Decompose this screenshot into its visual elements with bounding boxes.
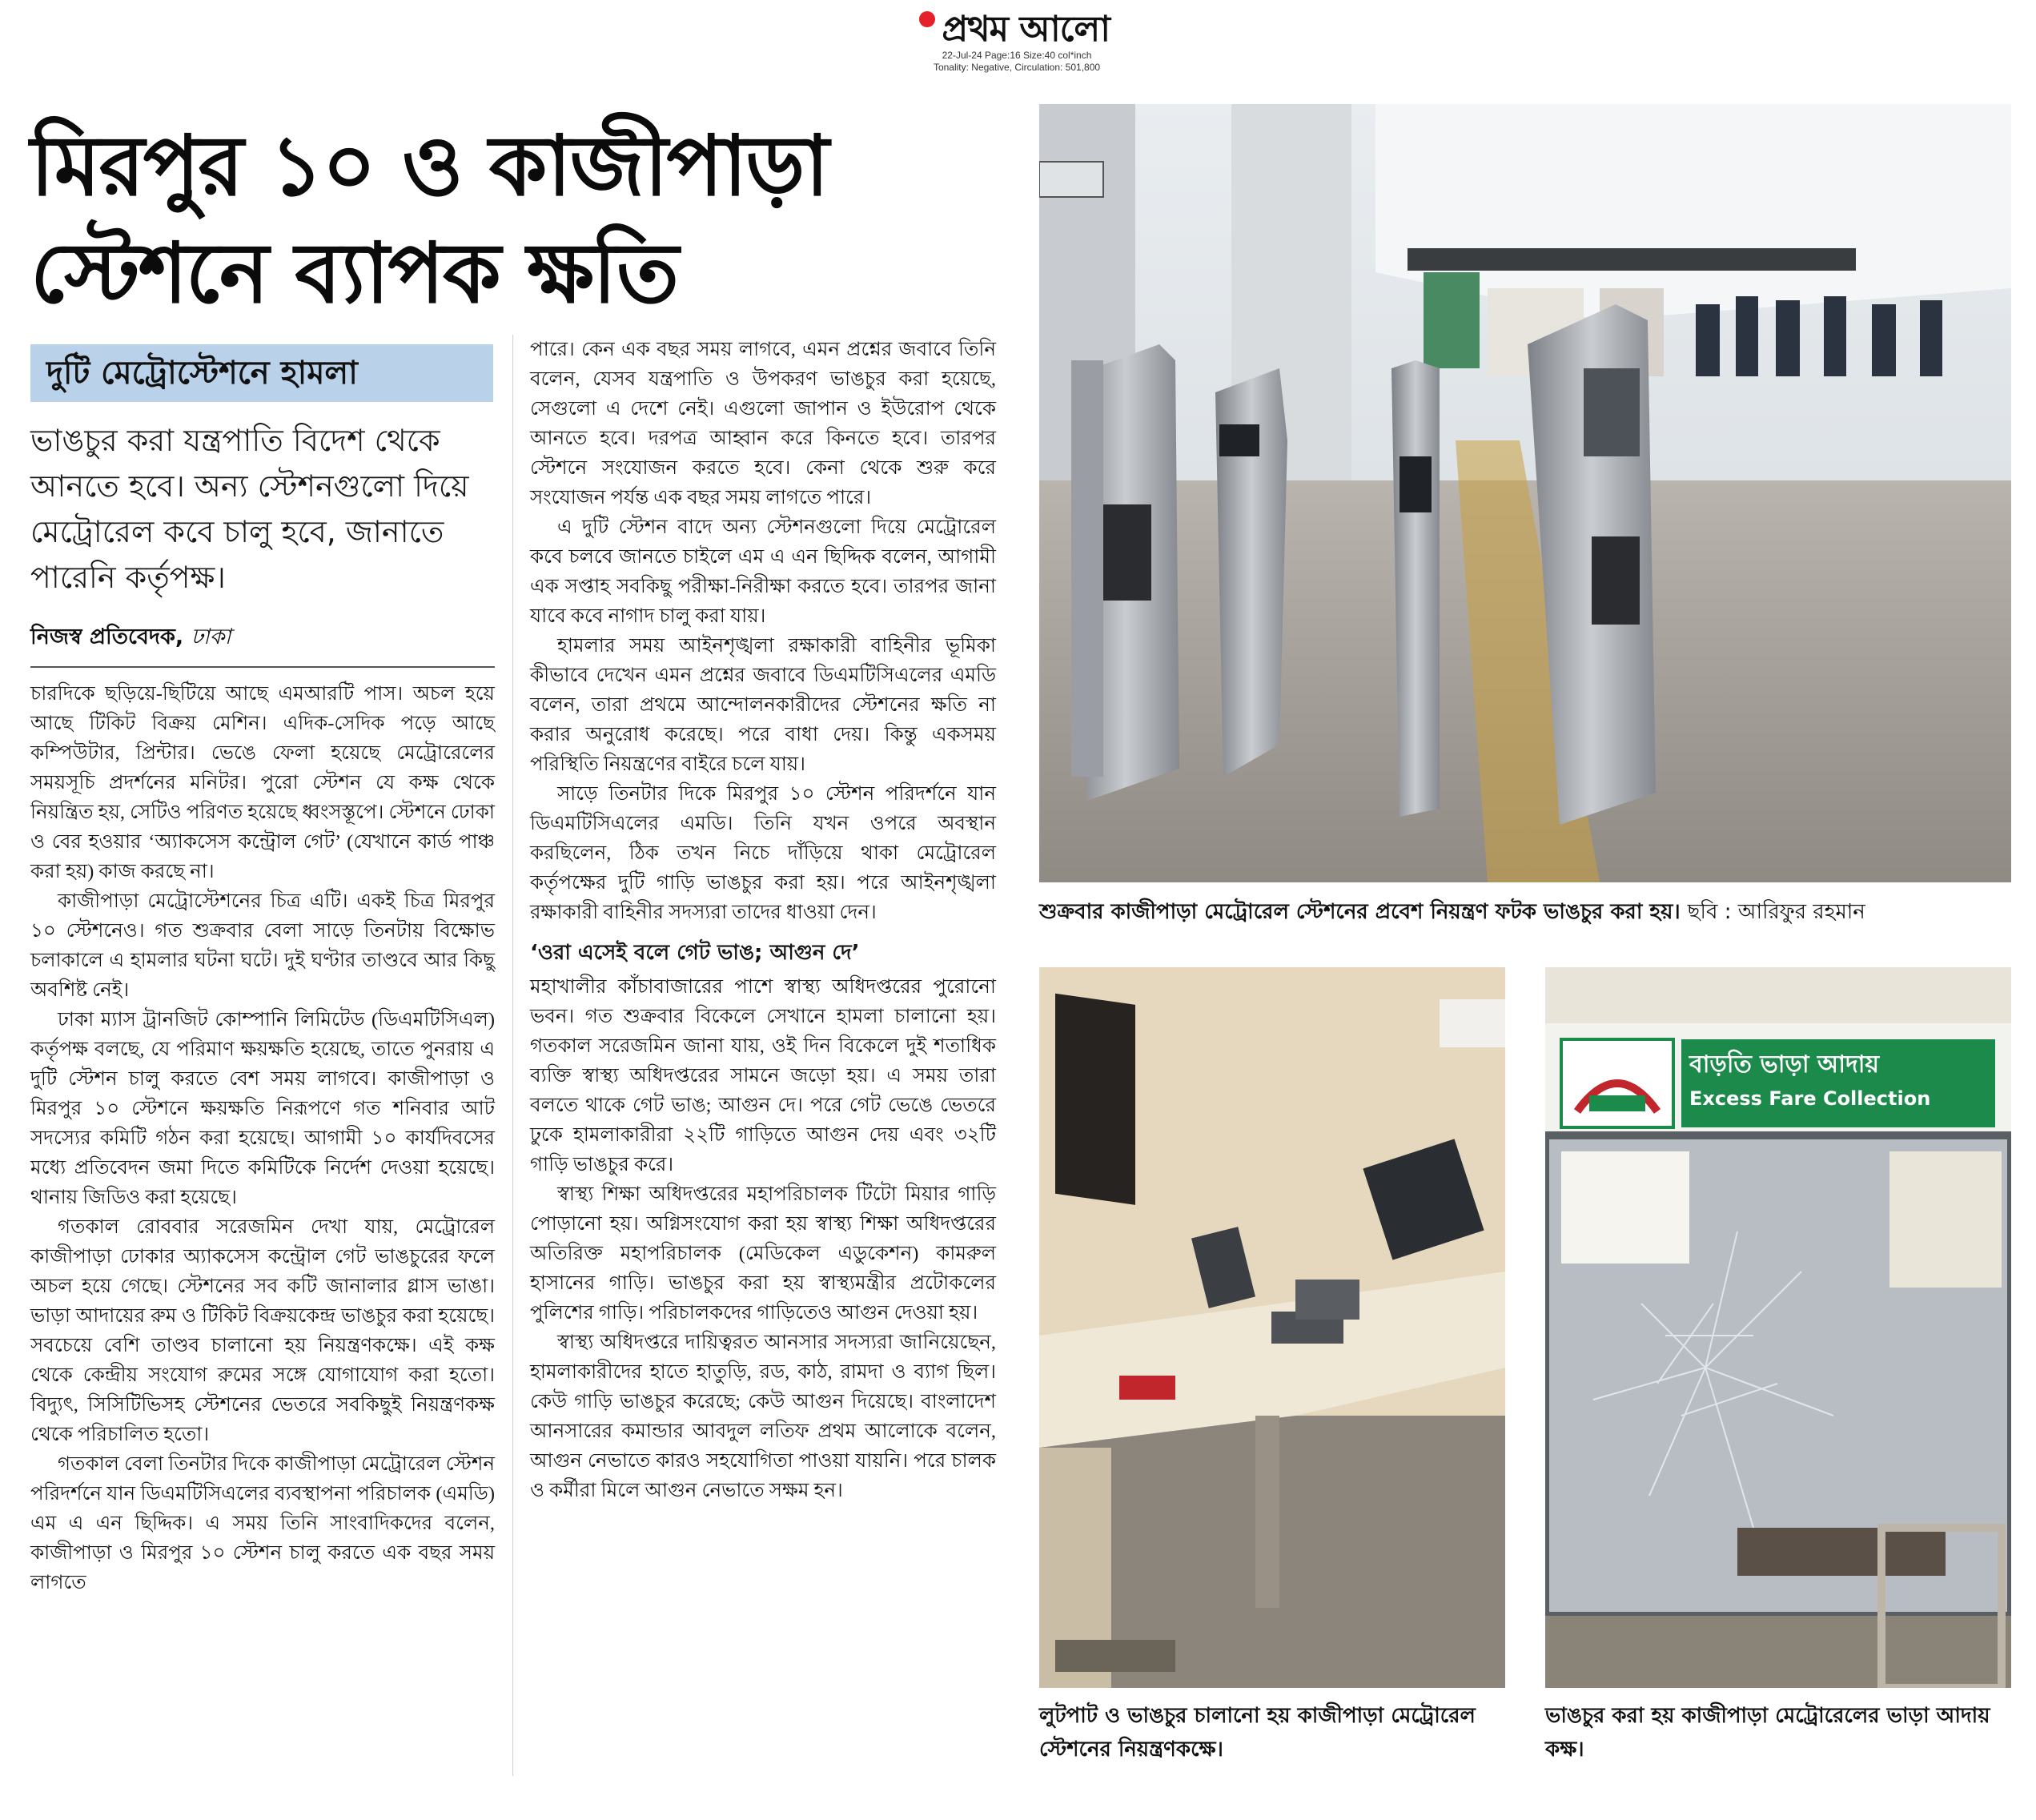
clip-meta-line1: 22-Jul-24 Page:16 Size:40 col*inch [942,50,1092,61]
paragraph: স্বাস্থ্য শিক্ষা অধিদপ্তরের মহাপরিচালক টিটো মিয়ার গাড়ি পোড়ানো হয়। অগ্নিসংযোগ করা হয় স্বাস্থ্য শিক্ষা অধিদপ্তরের অতিরিক্ত মহাপরিচালক (মেডিকেল এডুকেশন) কামরুল হাসানের গাড়ি। ভাঙচুর করা হয় স্বাস্থ্যমন্ত্রীর প্রটোকলের পুলিশের গাড়ি। পরিচালকদের গাড়িতেও আগুন দেওয়া হয়। [530,1183,996,1324]
photo-control-room [1039,967,1505,1688]
column-divider [512,335,513,1776]
paragraph: সাড়ে তিনটার দিকে মিরপুর ১০ স্টেশন পরিদর্শনে যান ডিএমটিসিএলের এমডি। তিনি যখন ওপরে অবস্থান করছিলেন, ঠিক তখন নিচে দাঁড়িয়ে থাকা মেট্রোরেল কর্তৃপক্ষের দুটি গাড়ি ভাঙচুর করা হয়। পরে আইনশৃঙ্খলা রক্ষাকারী বাহিনীর সদস্যরা তাদের ধাওয়া দেন। [530,783,996,923]
newspaper-logo [881,10,1153,50]
byline [30,621,495,653]
logo-text: প্রথম আলো [942,9,1110,50]
headline-line-2: স্টেশনে ব্যাপক ক্ষতি [30,224,678,322]
paragraph: পারে। কেন এক বছর সময় লাগবে, এমন প্রশ্নের জবাবে তিনি বলেন, যেসব যন্ত্রপাতি ও উপকরণ ভাঙচুর করা হয়েছে, সেগুলো এ দেশে নেই। এগুলো জাপান ও ইউরোপ থেকে আনতে হবে। দরপত্র আহ্বান করে কিনতে হবে। তারপর স্টেশনে সংযোজন করতে হবে। কেনা থেকে শুরু করে সংযোজন পর্যন্ত এক বছর সময় লাগতে পারে। [530,339,996,508]
byline-rule [30,666,495,668]
intro-deck: ভাঙচুর করা যন্ত্রপাতি বিদেশ থেকে আনতে হবে। অন্য স্টেশনগুলো দিয়ে মেট্রোরেল কবে চালু হবে, জানাতে পারেনি কর্তৃপক্ষ। [30,423,469,595]
caption-control-room: লুটপাট ও ভাঙচুর চালানো হয় কাজীপাড়া মেট্রোরেল স্টেশনের নিয়ন্ত্রণকক্ষে। [1039,1704,1476,1762]
sign-english: Excess Fare Collection [1689,1087,1931,1110]
headline [30,112,1015,327]
sign-text [1689,1047,1986,1115]
kicker-box [30,344,493,402]
control-room-illustration [1039,967,1505,1688]
paragraph: মহাখালীর কাঁচাবাজারের পাশে স্বাস্থ্য অধিদপ্তরের পুরোনো ভবন। গত শুক্রবার বিকেলে সেখানে হামলা চালানো হয়। গতকাল সরেজমিন জানা যায়, ওই দিন বিকেলে দুই শতাধিক ব্যক্তি স্বাস্থ্য অধিদপ্তরের সামনে জড়ো হয়। এ সময় তারা বলতে থাকে গেট ভাঙ; আগুন দে। পরে গেট ভেঙে ভেতরে ঢুকে হামলাকারীরা ২২টি গাড়িতে আগুন দেয় এবং ৩২টি গাড়ি ভাঙচুর করে। [530,976,996,1175]
paragraph: এ দুটি স্টেশন বাদে অন্য স্টেশনগুলো দিয়ে মেট্রোরেল কবে চলবে জানতে চাইলে এম এ এন ছিদ্দিক বলেন, আগামী এক সপ্তাহ সবকিছু পরীক্ষা-নিরীক্ষা করতে হবে। তারপর জানা যাবে কবে নাগাদ চালু করা যায়। [530,516,996,627]
paragraph: কাজীপাড়া মেট্রোস্টেশনের চিত্র এটি। একই চিত্র মিরপুর ১০ স্টেশনেও। গত শুক্রবার বেলা সাড়ে তিনটায় বিক্ষোভ চলাকালে এ হামলার ঘটনা ঘটে। দুই ঘণ্টার তাণ্ডবে আর কিছু অবশিষ্ট নেই। [30,890,495,1001]
paragraph: গতকাল বেলা তিনটার দিকে কাজীপাড়া মেট্রোরেল স্টেশন পরিদর্শনে যান ডিএমটিসিএলের ব্যবস্থাপনা পরিচালক (এমডি) এম এ এন ছিদ্দিক। এ সময় তিনি সাংবাদিকদের বলেন, কাজীপাড়া ও মিরপুর ১০ স্টেশন চালু করতে এক বছর সময় লাগতে [30,1453,495,1593]
kicker-text: দুটি মেট্রোস্টেশনে হামলা [46,355,358,392]
caption-fare-gates [1039,895,2011,929]
paragraph: চারদিকে ছড়িয়ে-ছিটিয়ে আছে এমআরটি পাস। অচল হয়ে আছে টিকিট বিক্রয় মেশিন। এদিক-সেদিক পড়ে আছে কম্পিউটার, প্রিন্টার। ভেঙে ফেলা হয়েছে মেট্রোরেলের সময়সূচি প্রদর্শনের মনিটর। পুরো স্টেশন যে কক্ষ থেকে নিয়ন্ত্রিত হয়, সেটিও পরিণত হয়েছে ধ্বংসস্তূপে। স্টেশনে ঢোকা ও বের হওয়ার ‘অ্যাকসেস কন্ট্রোল গেট’ (যেখানে কার্ড পাঞ্চ করা হয়) কাজ করছে না। [30,683,495,882]
byline-place: ঢাকা [191,625,231,649]
byline-name: নিজস্ব প্রতিবেদক, [30,625,184,649]
photo-fare-collection-room [1545,967,2011,1688]
paragraph: স্বাস্থ্য অধিদপ্তরে দায়িত্বরত আনসার সদস্যরা জানিয়েছেন, হামলাকারীদের হাতে হাতুড়ি, রড, কাঠ, রামদা ও ব্যাগ ছিল। কেউ গাড়ি ভাঙচুর করেছে; কেউ আগুন দিয়েছে। বাংলাদেশ আনসারের কমান্ডার আবদুল লতিফ প্রথম আলোকে বলেন, আগুন নেভাতে কারও সহযোগিতা পাওয়া যায়নি। পরে চালক ও কর্মীরা মিলে আগুন নেভাতে সক্ষম হন। [530,1332,996,1501]
body-column-1 [30,679,495,1597]
body-column-2 [530,335,996,1505]
headline-line-1: মিরপুর ১০ ও কাজীপাড়া [30,117,828,215]
photo-credit: ছবি : আরিফুর রহমান [1687,900,1865,924]
photo-fare-gates [1039,104,2011,882]
paragraph: হামলার সময় আইনশৃঙ্খলা রক্ষাকারী বাহিনীর ভূমিকা কীভাবে দেখেন এমন প্রশ্নের জবাবে ডিএমটিসিএলের এমডি বলেন, তারা প্রথমে আন্দোলনকারীদের স্টেশনের ক্ষতি না করার অনুরোধ করেছে। পরে বাধা দেয়। কিন্তু একসময় পরিস্থিতি নিয়ন্ত্রণের বাইরে চলে যায়। [530,635,996,775]
fare-gate-illustration [1039,104,2011,882]
paragraph: গতকাল রোববার সরেজমিন দেখা যায়, মেট্রোরেল কাজীপাড়া ঢোকার অ্যাকসেস কন্ট্রোল গেট ভাঙচুরের ফলে অচল হয়ে গেছে। স্টেশনের সব কটি জানালার গ্লাস ভাঙা। ভাড়া আদায়ের রুম ও টিকিট বিক্রয়কেন্দ্র ভাঙচুর করা হয়েছে। সবচেয়ে বেশি তাণ্ডব চালানো হয় নিয়ন্ত্রণকক্ষে। এই কক্ষ থেকে কেন্দ্রীয় সংযোগ রুমের সঙ্গে যোগাযোগ করা হতো। বিদ্যুৎ, সিসিটিভিসহ স্টেশনের ভেতরে সবকিছুই নিয়ন্ত্রণকক্ষ থেকে পরিচালিত হতো। [30,1216,495,1445]
paragraph: ঢাকা ম্যাস ট্রানজিট কোম্পানি লিমিটেড (ডিএমটিসিএল) কর্তৃপক্ষ বলছে, যে পরিমাণ ক্ষয়ক্ষতি হয়েছে, তাতে পুনরায় এ দুটি স্টেশন চালু করতে বেশ সময় লাগবে। কাজীপাড়া ও মিরপুর ১০ স্টেশনে ক্ষয়ক্ষতি নিরূপণে গত শনিবার আট সদস্যের কমিটি গঠন করা হয়েছে। আগামী ১০ কার্যদিবসের মধ্যে প্রতিবেদন জমা দিতে কমিটিকে নির্দেশ দেওয়া হয়েছে। থানায় জিডিও করা হয়েছে। [30,1009,495,1208]
subheading: ‘ওরা এসেই বলে গেট ভাঙ; আগুন দে’ [530,941,860,965]
sign-bengali: বাড়তি ভাড়া আদায় [1689,1051,1880,1079]
caption-main-text: শুক্রবার কাজীপাড়া মেট্রোরেল স্টেশনের প্রবেশ নিয়ন্ত্রণ ফটক ভাঙচুর করা হয়। [1039,900,1681,924]
clip-meta-line2: Tonality: Negative, Circulation: 501,800 [933,62,1101,73]
sun-icon [919,11,935,27]
caption-fare-collection-room: ভাঙচুর করা হয় কাজীপাড়া মেট্রোরেলের ভাড়া আদায় কক্ষ। [1545,1704,1990,1762]
masthead [881,10,1153,90]
